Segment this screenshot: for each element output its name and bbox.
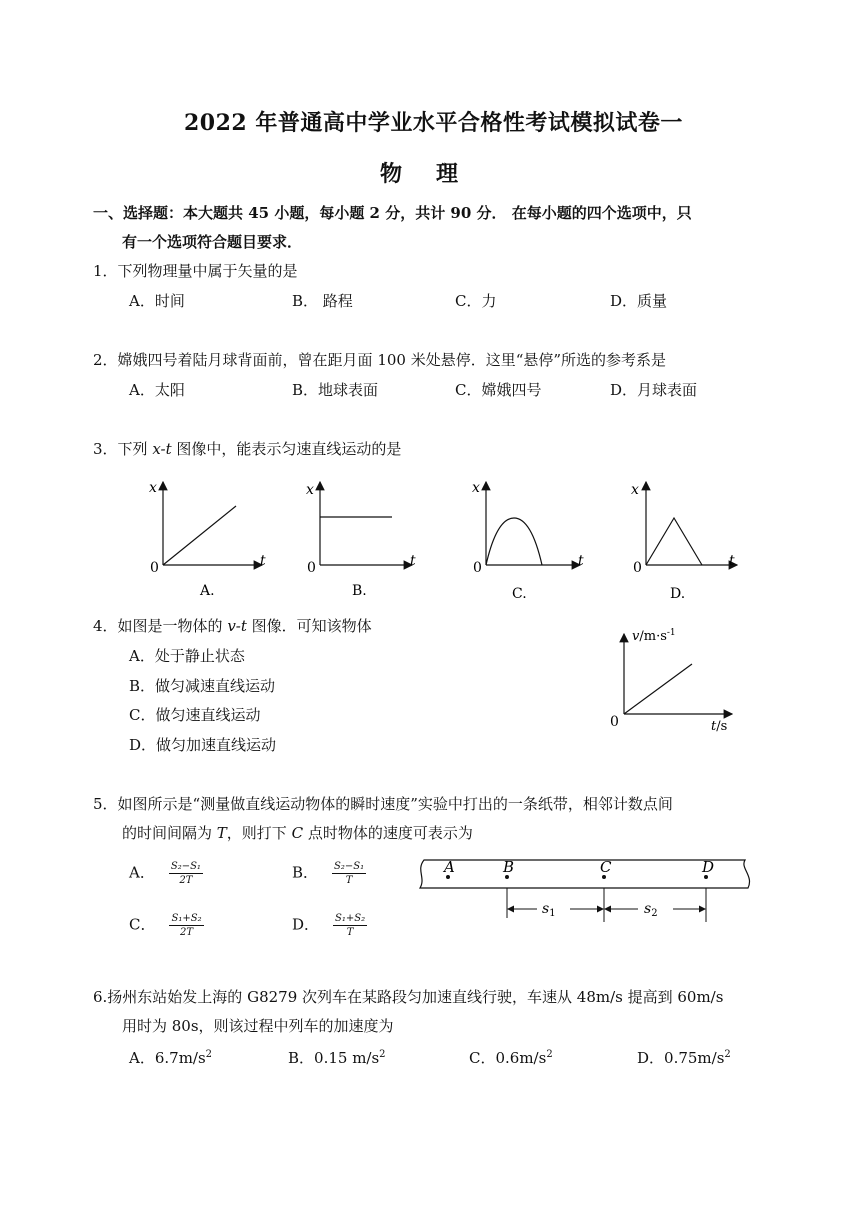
svg-text:s2: $s_2$ bbox=[644, 901, 658, 919]
svg-text:s1: $s_1$ bbox=[542, 901, 556, 919]
svg-text:B: B bbox=[503, 858, 515, 876]
q3-b-xlabel: t bbox=[410, 553, 416, 569]
q3-a-xlabel: t bbox=[260, 553, 266, 569]
q4-option-c[interactable]: C．做匀速直线运动 bbox=[129, 706, 261, 724]
q5-option-c-letter: C． bbox=[129, 915, 156, 934]
q5-option-d[interactable] bbox=[292, 912, 367, 939]
tape-outline bbox=[420, 860, 750, 888]
q6-option-b-text: B．0.15 m/s bbox=[288, 1049, 380, 1067]
q5-option-b-letter: B． bbox=[292, 863, 319, 882]
tape-point-a bbox=[442, 858, 455, 879]
tape-point-b bbox=[502, 858, 514, 879]
q3-caption-a: A. bbox=[200, 583, 215, 599]
q6-option-d-text: D．0.75m/s bbox=[637, 1049, 725, 1067]
q5-option-a[interactable] bbox=[129, 860, 203, 887]
q5-line2-prefix: 的时间间隔为 bbox=[122, 824, 217, 842]
q3-stem-variable: x-t bbox=[152, 440, 172, 458]
q4-option-b[interactable]: B．做匀减速直线运动 bbox=[129, 677, 276, 695]
q4-graph-xlabel: t/s bbox=[711, 719, 728, 734]
q2-option-c[interactable]: C．嫦娥四号 bbox=[455, 381, 542, 399]
q3-d-xlabel: t bbox=[729, 553, 735, 569]
q5-option-b[interactable] bbox=[292, 860, 366, 887]
question-3-stem bbox=[93, 439, 401, 459]
q3-stem-prefix: 3．下列 bbox=[93, 440, 153, 458]
question-1-stem: 1．下列物理量中属于矢量的是 bbox=[93, 262, 298, 280]
q5-option-c[interactable] bbox=[129, 912, 204, 939]
q5-line2-mid: ，则打下 bbox=[226, 824, 292, 842]
q5-option-d-letter: D． bbox=[292, 915, 320, 934]
q3-b-origin: 0 bbox=[307, 560, 316, 576]
section-heading-line2: 有一个选项符合题目要求． bbox=[122, 233, 303, 251]
question-5-stem-line2 bbox=[122, 823, 473, 843]
q6-option-a-text: A．6.7m/s bbox=[129, 1049, 206, 1067]
svg-text:D: D bbox=[702, 858, 715, 876]
q5-fraction-b: $\frac{\text{S₂−S₁}}{T}$ bbox=[334, 861, 365, 886]
q4-vt-graph bbox=[600, 620, 760, 740]
q3-d-origin: 0 bbox=[633, 560, 642, 576]
q2-option-b[interactable]: B．地球表面 bbox=[292, 381, 379, 399]
q4-graph-ylabel: $v/m\cdot s^{-1}$ bbox=[632, 628, 676, 644]
q3-a-origin: 0 bbox=[150, 560, 159, 576]
q3-d-ylabel: x bbox=[631, 482, 639, 498]
q1-option-b[interactable]: B． 路程 bbox=[292, 292, 353, 310]
q5-option-a-letter: A． bbox=[129, 863, 155, 882]
question-6-stem-line2: 用时为 80s，则该过程中列车的加速度为 bbox=[122, 1017, 394, 1035]
exam-title: 2022 年普通高中学业水平合格性考试模拟试卷一 bbox=[184, 110, 683, 136]
q5-line2-suffix: 点时物体的速度可表示为 bbox=[303, 824, 473, 842]
tape-point-d bbox=[701, 858, 714, 879]
q3-caption-b: B. bbox=[352, 583, 367, 599]
q3-graphs bbox=[0, 470, 860, 610]
q4-stem-variable: v-t bbox=[227, 617, 247, 635]
question-5-stem: 5．如图所示是“测量做直线运动物体的瞬时速度”实验中打出的一条纸带，相邻计数点间 bbox=[93, 795, 673, 813]
q3-caption-c: C. bbox=[512, 586, 527, 602]
q1-option-d[interactable]: D．质量 bbox=[610, 292, 668, 310]
q4-option-a[interactable]: A．处于静止状态 bbox=[129, 647, 245, 665]
s2-dimension bbox=[605, 901, 705, 919]
q3-graph-d[interactable] bbox=[631, 482, 737, 602]
q2-option-d[interactable]: D．月球表面 bbox=[610, 381, 698, 399]
s1-dimension bbox=[508, 901, 603, 919]
question-4-stem bbox=[93, 616, 372, 636]
q6-option-a[interactable] bbox=[129, 1045, 212, 1068]
q5-fraction-c: $\frac{\text{S₁+S₂}}{2T}$ bbox=[171, 913, 202, 938]
q6-option-b-sup: 2 bbox=[379, 1049, 386, 1060]
q3-c-xlabel: t bbox=[578, 553, 584, 569]
q5-fraction-d: $\frac{\text{S₁+S₂}}{T}$ bbox=[335, 913, 366, 938]
q3-c-ylabel: x bbox=[472, 480, 480, 496]
q6-option-b[interactable] bbox=[288, 1045, 386, 1068]
q3-caption-d: D. bbox=[670, 586, 686, 602]
q4-option-d[interactable]: D．做匀加速直线运动 bbox=[129, 736, 277, 754]
q6-option-c-text: C．0.6m/s bbox=[469, 1049, 547, 1067]
q5-var-c: C bbox=[291, 824, 304, 842]
q4-graph-origin: 0 bbox=[610, 714, 619, 730]
q3-graph-c[interactable] bbox=[472, 480, 584, 602]
q3-graph-b[interactable] bbox=[306, 482, 416, 599]
q4-graph-line bbox=[624, 664, 692, 714]
q3-d-line bbox=[646, 518, 702, 565]
section-heading: 一、选择题：本大题共 45 小题，每小题 2 分，共计 90 分． 在每小题的四个选项中，只 bbox=[93, 204, 692, 222]
tape-point-c bbox=[600, 858, 612, 879]
q2-option-a[interactable]: A．太阳 bbox=[129, 381, 185, 399]
q1-option-c[interactable]: C．力 bbox=[455, 292, 497, 310]
q5-paper-tape bbox=[410, 848, 760, 933]
q6-option-d[interactable] bbox=[637, 1045, 731, 1068]
q6-option-d-sup: 2 bbox=[724, 1049, 731, 1060]
q6-option-c-sup: 2 bbox=[546, 1049, 553, 1060]
q4-stem-prefix: 4．如图是一物体的 bbox=[93, 617, 228, 635]
q6-option-c[interactable] bbox=[469, 1045, 553, 1068]
q3-stem-suffix: 图像中，能表示匀速直线运动的是 bbox=[171, 440, 402, 458]
q3-c-curve bbox=[486, 518, 542, 565]
q3-a-line bbox=[163, 506, 236, 565]
subject-title: 物理 bbox=[380, 161, 493, 187]
q3-graph-a[interactable] bbox=[149, 480, 266, 599]
q1-option-a[interactable]: A．时间 bbox=[129, 292, 185, 310]
question-2-stem: 2．嫦娥四号着陆月球背面前，曾在距月面 100 米处悬停．这里“悬停”所选的参考系是 bbox=[93, 351, 667, 369]
q6-option-a-sup: 2 bbox=[205, 1049, 213, 1060]
q4-stem-suffix: 图像．可知该物体 bbox=[246, 617, 372, 635]
question-6-stem: 6.扬州东站始发上海的 G8279 次列车在某路段匀加速直线行驶，车速从 48m/s 提高到 60m/s bbox=[93, 988, 724, 1006]
q5-var-t: T bbox=[216, 824, 227, 842]
svg-text:A: A bbox=[444, 858, 455, 876]
q3-c-origin: 0 bbox=[473, 560, 482, 576]
svg-text:C: C bbox=[600, 858, 612, 876]
q3-b-ylabel: x bbox=[306, 482, 314, 498]
q3-a-ylabel: x bbox=[149, 480, 157, 496]
q5-fraction-a: $\frac{\text{S₂−S₁}}{2T}$ bbox=[170, 861, 201, 886]
